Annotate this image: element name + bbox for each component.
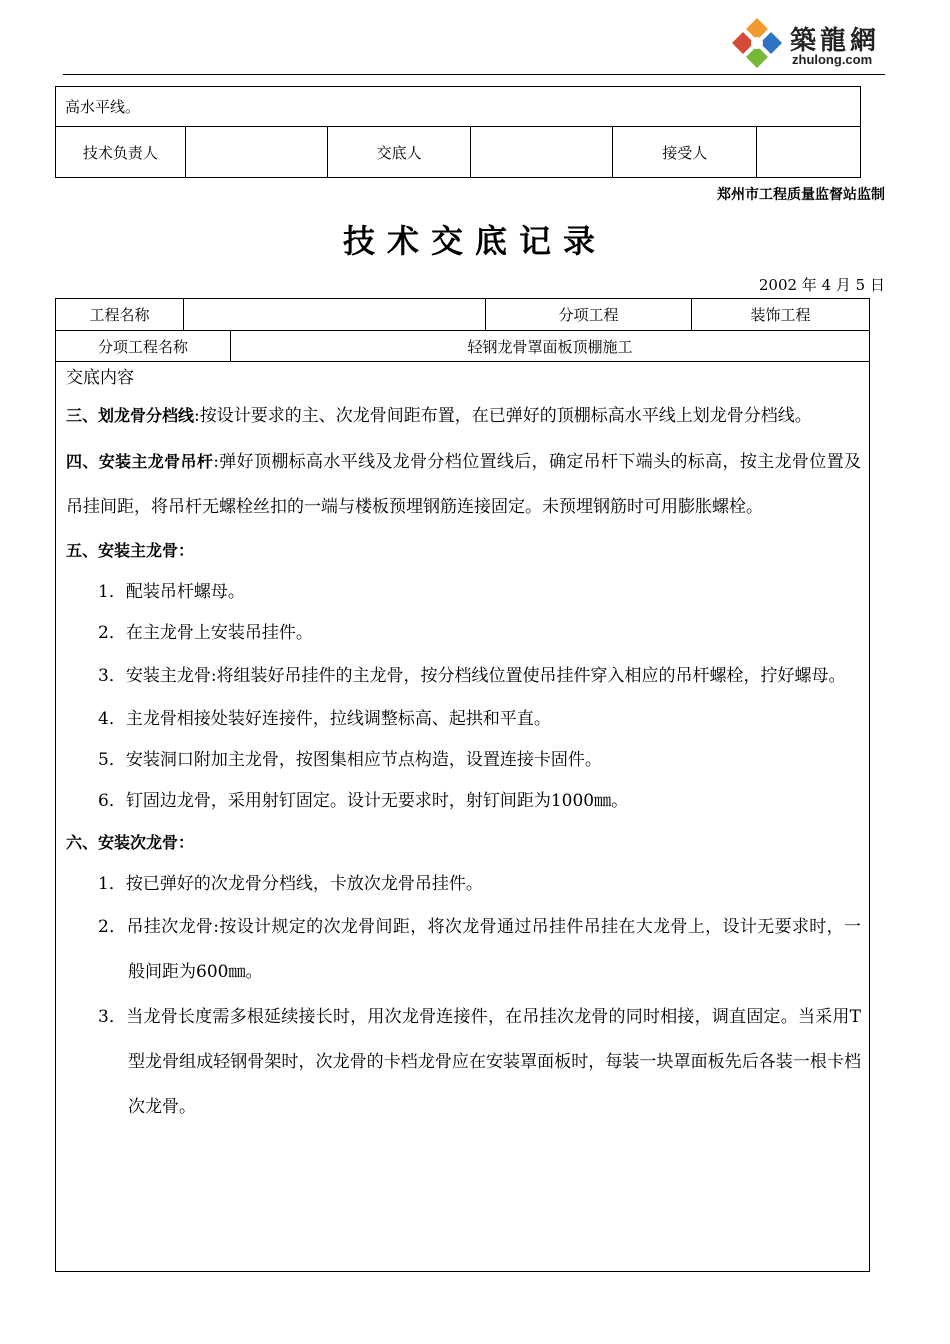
receiver-value	[757, 127, 861, 178]
section-3	[66, 393, 861, 439]
record-date: 2002 年 4 月 5 日	[758, 276, 885, 294]
list-item: 4．主龙骨相接处装好连接件，拉线调整标高、起拱和平直。	[98, 709, 551, 729]
logo-text-cn: 築龍網	[790, 26, 881, 56]
section-4	[66, 439, 861, 530]
list-item: 6．钉固边龙骨，采用射钉固定。设计无要求时，射钉间距为1000㎜。	[98, 791, 629, 811]
list-item: 2．在主龙骨上安装吊挂件。	[98, 623, 313, 643]
project-name-value	[184, 299, 486, 330]
tech-lead-label: 技术负责人	[56, 127, 186, 178]
section-4-text: :弹好顶棚标高水平线及龙骨分档位置线后，确定吊杆下端头的标高，按主龙骨位置及吊挂间距，将吊杆无螺栓丝扣的一端与楼板预埋钢筋连接固定。未预埋钢筋时可用膨胀螺栓。	[66, 452, 861, 517]
tech-lead-value	[185, 127, 327, 178]
zhulong-logo	[728, 12, 890, 72]
section-3-text: :按设计要求的主、次龙骨间距布置，在已弹好的顶棚标高水平线上划龙骨分档线。	[194, 406, 812, 426]
section-4-title: 四、安装主龙骨吊杆	[66, 452, 214, 471]
list-item: 5．安装洞口附加主龙骨，按图集相应节点构造，设置连接卡固件。	[98, 750, 602, 770]
content-label: 交底内容	[66, 368, 134, 388]
header-rule	[63, 74, 885, 75]
list-item: 1．按已弹好的次龙骨分档线，卡放次龙骨吊挂件。	[98, 874, 483, 894]
form-row-subproject	[56, 331, 869, 362]
project-name-label: 工程名称	[56, 299, 184, 330]
zhulong-logo-icon	[728, 16, 786, 72]
handover-value	[471, 127, 613, 178]
logo-text-en: zhulong.com	[792, 52, 873, 67]
list-item: 3．安装主龙骨:将组装好吊挂件的主龙骨，按分档线位置使吊挂件穿入相应的吊杆螺栓，拧好螺母。	[98, 666, 846, 686]
section-3-title: 三、划龙骨分档线	[66, 406, 195, 425]
form-row-project	[56, 299, 869, 331]
sub-project-name-label: 分项工程名称	[56, 331, 231, 361]
section-6-title: 六、安装次龙骨：	[66, 833, 195, 852]
sub-project-value: 装饰工程	[750, 306, 811, 324]
list-item: 1．配装吊杆螺母。	[98, 582, 245, 602]
list-item: 3．当龙骨长度需多根延续接长时，用次龙骨连接件，在吊挂次龙骨的同时相接，调直固定。当采用T型龙骨组成轻钢骨架时，次龙骨的卡档龙骨应在安装罩面板时，每装一块罩面板先后各装一根卡档次龙骨。	[98, 1007, 861, 1117]
previous-page-table	[55, 86, 861, 178]
receiver-label: 接受人	[613, 127, 757, 178]
handover-label: 交底人	[327, 127, 471, 178]
record-form	[55, 298, 870, 1272]
handover-content	[66, 363, 861, 1130]
section-5-title: 五、安装主龙骨：	[66, 541, 195, 560]
supervision-note: 郑州市工程质量监督站监制	[717, 187, 885, 203]
sub-project-name-value: 轻钢龙骨罩面板顶棚施工	[467, 337, 633, 356]
list-item: 2．吊挂次龙骨:按设计规定的次龙骨间距，将次龙骨通过吊挂件吊挂在大龙骨上，设计无要求时，一般间距为600㎜。	[98, 917, 861, 982]
page-title: 技术交底记录	[342, 222, 607, 260]
sub-project-label: 分项工程	[486, 299, 692, 330]
continued-note: 高水平线。	[56, 87, 861, 127]
